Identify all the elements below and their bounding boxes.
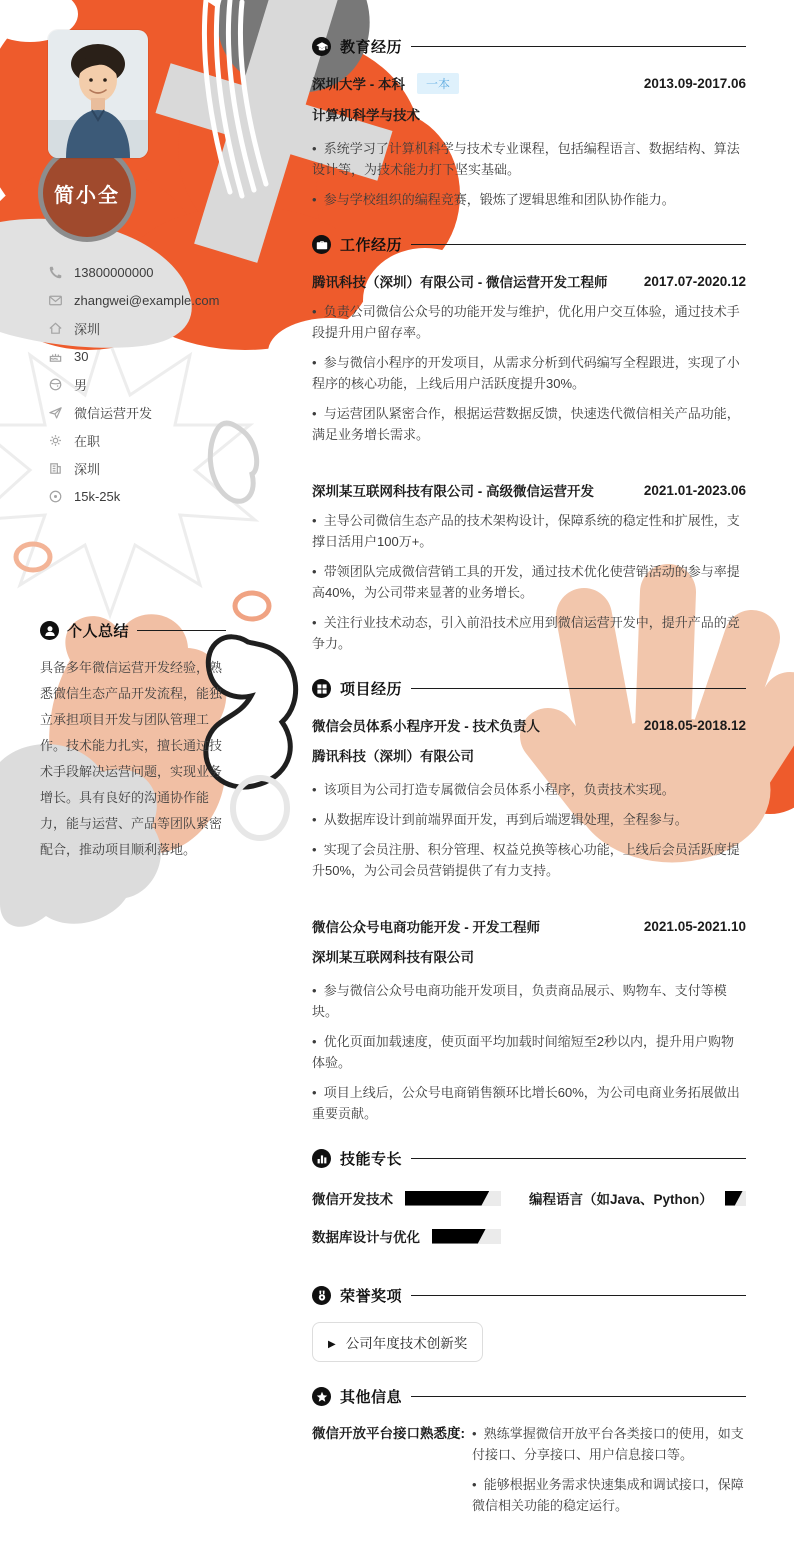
- education-entry-header: [312, 73, 746, 94]
- bullet-item: • 熟练掌握微信开放平台各类接口的使用，如支付接口、分享接口、用户信息接口等。: [472, 1423, 746, 1465]
- contact-item: [48, 286, 292, 314]
- section-header: [312, 1148, 746, 1169]
- grid-icon: [312, 679, 331, 698]
- summary-rule: [137, 630, 226, 632]
- project-company: 腾讯科技（深圳）有限公司: [312, 749, 474, 764]
- contact-item: [48, 370, 292, 398]
- work-section: [312, 234, 746, 654]
- section-title: 其他信息: [340, 1389, 403, 1406]
- contact-item: [48, 482, 292, 510]
- contact-value: 男: [74, 377, 88, 393]
- bullet-item: • 与运营团队紧密合作，根据运营数据反馈，快速迭代微信相关产品功能，满足业务增长需求。: [312, 403, 746, 445]
- play-icon: [328, 1335, 336, 1350]
- project-title: 微信公众号电商功能开发 - 开发工程师: [312, 920, 540, 935]
- bullet-item: • 项目上线后，公众号电商销售额环比增长60%，为公司电商业务拓展做出重要贡献。: [312, 1082, 746, 1124]
- bullet-item: • 实现了会员注册、积分管理、权益兑换等核心功能，上线后会员活跃度提升50%，为公司会员营销提供了有力支持。: [312, 839, 746, 881]
- other-info-bullets: [472, 1423, 746, 1525]
- bullet-item: • 主导公司微信生态产品的技术架构设计，保障系统的稳定性和扩展性，支撑日活用户100万+。: [312, 510, 746, 552]
- contact-item: [48, 258, 292, 286]
- contact-item: [48, 398, 292, 426]
- other-info-row: [312, 1423, 746, 1525]
- job-entry-header: [312, 480, 746, 500]
- status-icon: [48, 433, 63, 448]
- section-rule: [411, 46, 746, 48]
- school-name: 深圳大学 - 本科: [312, 77, 405, 92]
- contact-item: [48, 454, 292, 482]
- company-city-icon: [48, 461, 63, 476]
- section-header: [40, 620, 226, 641]
- skill-bar-track: [405, 1191, 501, 1206]
- summary-section: [40, 620, 292, 863]
- skill-bar-track: [432, 1229, 501, 1244]
- contact-value: 13800000000: [74, 264, 154, 280]
- project-entry-header: [312, 916, 746, 936]
- bar-chart-icon: [312, 1149, 331, 1168]
- section-header: [312, 1285, 746, 1306]
- section-header: [312, 1386, 746, 1407]
- contact-value: 深圳: [74, 321, 101, 337]
- section-title: 项目经历: [340, 681, 403, 698]
- section-header: [312, 36, 746, 57]
- job-title: 腾讯科技（深圳）有限公司 - 微信运营开发工程师: [312, 275, 608, 290]
- projects-section: [312, 678, 746, 1124]
- skill-bar-fill: [725, 1191, 743, 1206]
- contact-value: 30: [74, 348, 89, 364]
- contact-item: [48, 342, 292, 370]
- main-content: [312, 36, 746, 1549]
- skill-bar-fill: [405, 1191, 489, 1206]
- home-icon: [48, 321, 63, 336]
- skill-label: 数据库设计与优化: [312, 1230, 420, 1245]
- skill-label: 微信开发技术: [312, 1192, 393, 1207]
- section-header: [312, 678, 746, 699]
- left-sidebar: [40, 30, 292, 863]
- honors-section: [312, 1285, 746, 1362]
- bullet-item: • 参与学校组织的编程竞赛，锻炼了逻辑思维和团队协作能力。: [312, 189, 746, 210]
- bullet-item: • 能够根据业务需求快速集成和调试接口，保障微信相关功能的稳定运行。: [472, 1474, 746, 1516]
- contact-value: 深圳: [74, 461, 101, 477]
- name-text: 简小全: [54, 184, 120, 207]
- contact-value: 15k-25k: [74, 488, 121, 504]
- section-title: 教育经历: [340, 39, 403, 56]
- section-title: 技能专长: [340, 1151, 403, 1168]
- bullet-item: • 参与微信小程序的开发项目，从需求分析到代码编写全程跟进，实现了小程序的核心功能，上线后用户活跃度提升30%。: [312, 352, 746, 394]
- skill-bar-track: [725, 1191, 746, 1206]
- salary-icon: [48, 489, 63, 504]
- entry-date: 2018.05-2018.12: [643, 717, 746, 733]
- award-label: 公司年度技术创新奖: [345, 1336, 468, 1351]
- section-rule: [411, 1295, 746, 1297]
- person-icon: [40, 621, 59, 640]
- section-header: [312, 234, 746, 255]
- gender-icon: [48, 377, 63, 392]
- bullet-item: • 带领团队完成微信营销工具的开发，通过技术优化使营销活动的参与率提高40%，为公司带来显著的业务增长。: [312, 561, 746, 603]
- contact-value: zhangwei@example.com: [74, 292, 220, 308]
- award-pill[interactable]: [312, 1322, 483, 1362]
- section-rule: [411, 688, 746, 690]
- bullet-item: • 关注行业技术动态，引入前沿技术应用到微信运营开发中，提升产品的竞争力。: [312, 612, 746, 654]
- section-title: 工作经历: [340, 237, 403, 254]
- bullet-item: • 参与微信公众号电商功能开发项目，负责商品展示、购物车、支付等模块。: [312, 980, 746, 1022]
- job-title: 深圳某互联网科技有限公司 - 高级微信运营开发: [312, 484, 594, 499]
- avatar: [48, 30, 148, 158]
- bullet-item: • 系统学习了计算机科学与技术专业课程，包括编程语言、数据结构、算法设计等，为技术能力打下坚实基础。: [312, 138, 746, 180]
- skills-section: [312, 1148, 746, 1261]
- skill-item: [312, 1188, 529, 1208]
- skill-item: [529, 1188, 746, 1208]
- bullet-item: • 该项目为公司打造专属微信会员体系小程序，负责技术实现。: [312, 779, 746, 800]
- name-badge: [38, 144, 136, 242]
- contact-item: [48, 426, 292, 454]
- job-entry-header: [312, 271, 746, 291]
- other-info-section: [312, 1386, 746, 1525]
- entry-date: 2013.09-2017.06: [643, 76, 746, 91]
- section-rule: [411, 244, 746, 246]
- skill-item: [312, 1226, 529, 1246]
- bullet-item: • 负责公司微信公众号的功能开发与维护，优化用户交互体验，通过技术手段提升用户留存率。: [312, 301, 746, 343]
- contact-item: [48, 314, 292, 342]
- summary-text: 具备多年微信运营开发经验，熟悉微信生态产品开发流程，能独立承担项目开发与团队管理工作。技术能力扎实，擅长通过技术手段解决运营问题，实现业务增长。具有良好的沟通协作能力，能与运营、产品等团队紧密配合，推动项目顺利落地。: [40, 660, 223, 857]
- skills-grid: [312, 1185, 746, 1261]
- medal-icon: [312, 1286, 331, 1305]
- section-title: 荣誉奖项: [340, 1288, 403, 1305]
- other-info-label: 微信开放平台接口熟悉度:: [312, 1426, 465, 1441]
- star-icon: [312, 1387, 331, 1406]
- skill-label: 编程语言（如Java、Python）: [529, 1192, 713, 1207]
- school-title: [312, 73, 459, 94]
- bullet-item: • 从数据库设计到前端界面开发，再到后端逻辑处理，全程参与。: [312, 809, 746, 830]
- section-rule: [411, 1396, 746, 1398]
- graduation-cap-icon: [312, 37, 331, 56]
- bullet-item: • 优化页面加载速度，使页面平均加载时间缩短至2秒以内，提升用户购物体验。: [312, 1031, 746, 1073]
- tier-badge: 一本: [417, 73, 459, 94]
- section-rule: [411, 1158, 746, 1160]
- age-icon: [48, 349, 63, 364]
- major-title: 计算机科学与技术: [312, 108, 420, 123]
- entry-date: 2021.05-2021.10: [643, 918, 746, 934]
- contact-value: 微信运营开发: [74, 405, 153, 421]
- email-icon: [48, 293, 63, 308]
- contact-list: [48, 258, 292, 510]
- entry-date: 2017.07-2020.12: [643, 273, 746, 289]
- phone-icon: [48, 265, 63, 280]
- project-entry-header: [312, 715, 746, 735]
- profile-photo: [48, 30, 148, 158]
- job-intention-icon: [48, 405, 63, 420]
- contact-value: 在职: [74, 433, 101, 449]
- entry-date: 2021.01-2023.06: [643, 482, 746, 498]
- project-title: 微信会员体系小程序开发 - 技术负责人: [312, 719, 540, 734]
- project-company: 深圳某互联网科技有限公司: [312, 950, 474, 965]
- summary-title: 个人总结: [67, 623, 130, 640]
- education-section: [312, 36, 746, 210]
- briefcase-icon: [312, 235, 331, 254]
- skill-bar-fill: [432, 1229, 486, 1244]
